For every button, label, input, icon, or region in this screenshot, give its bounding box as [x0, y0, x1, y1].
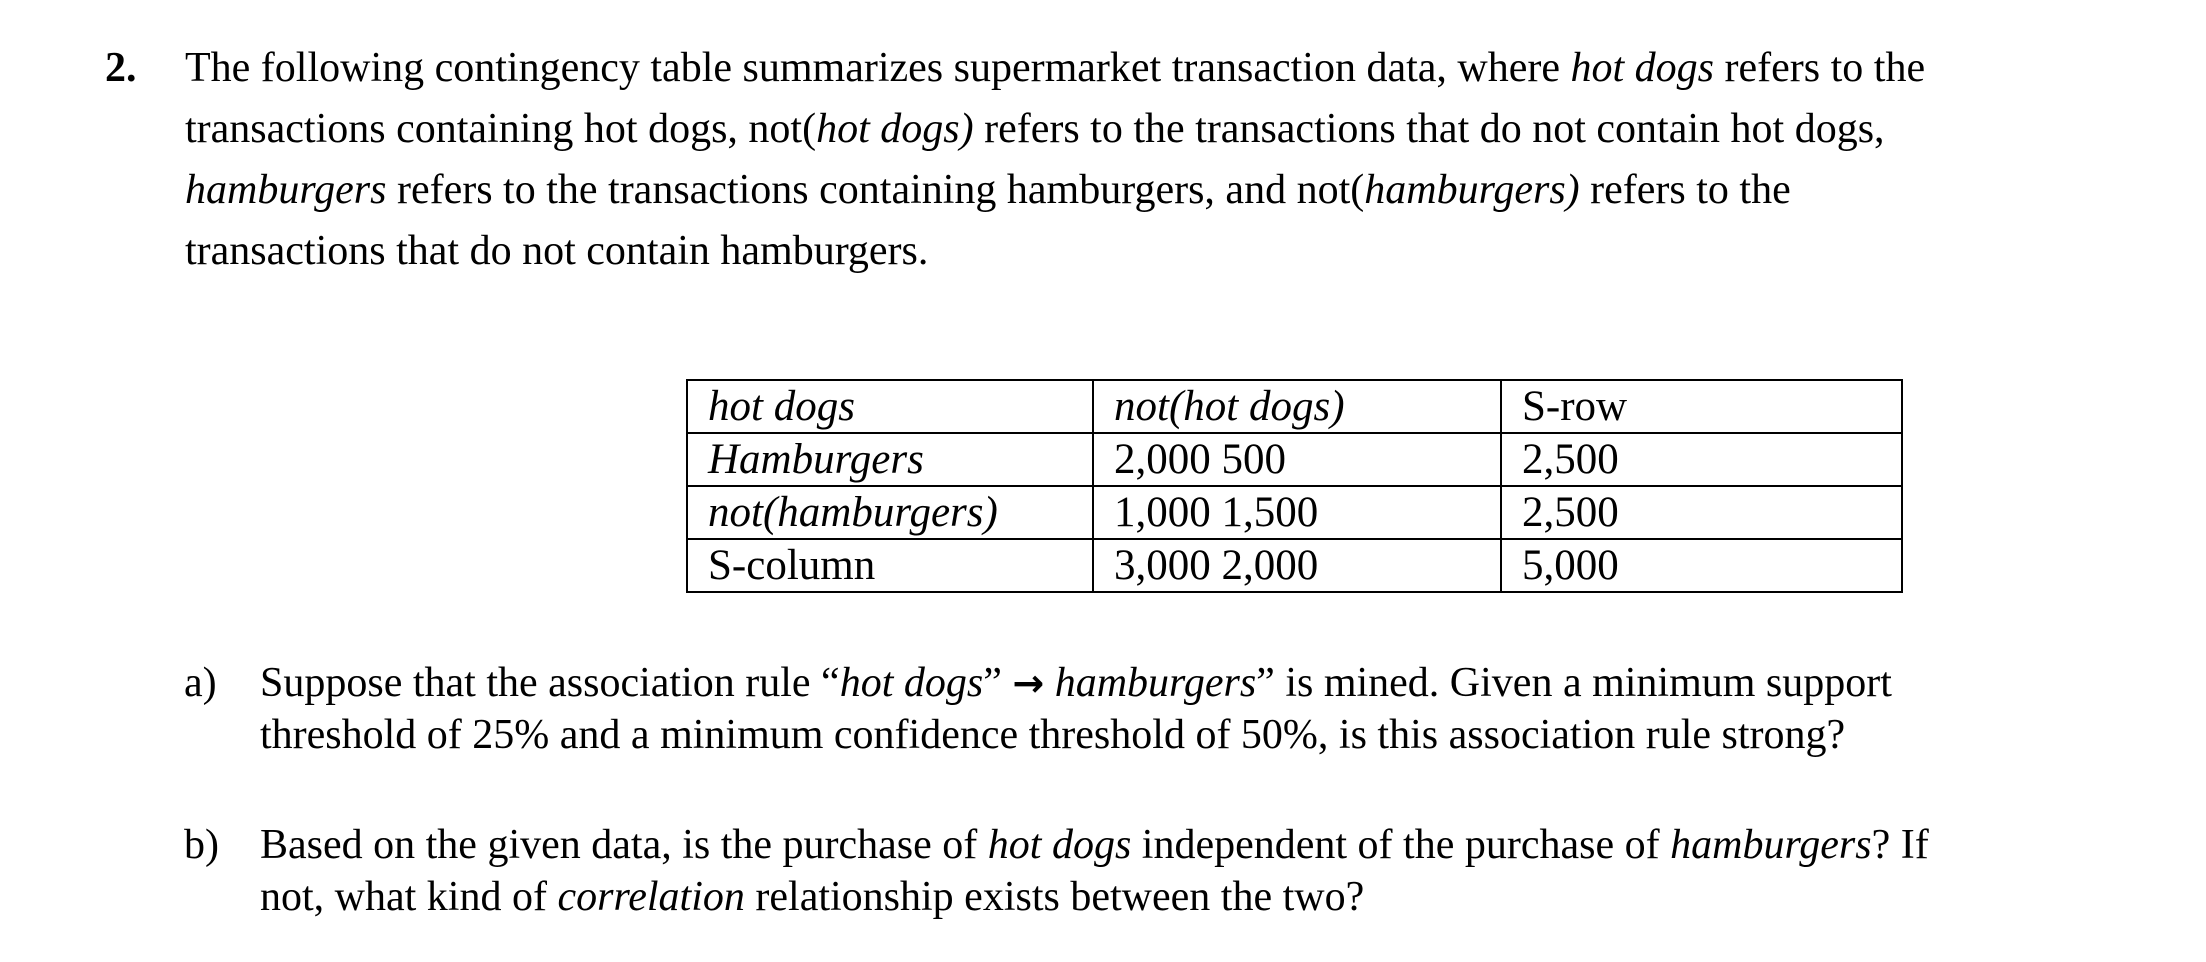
text-segment: not, what kind of: [260, 874, 558, 920]
rule-consequent: hamburgers: [1054, 660, 1257, 706]
text-segment: refers to the transactions that do not contain hot dogs,: [973, 106, 1885, 152]
part-b-line-1: [260, 819, 2140, 871]
text-segment: refers to the transactions containing hamburgers, and not(: [386, 167, 1365, 213]
text-segment: refers to the: [1714, 45, 1926, 91]
text-segment: independent of the purchase of: [1131, 822, 1671, 868]
table-cell: 5,000: [1501, 539, 1902, 592]
intro-line-4: [185, 221, 2175, 282]
term-hot-dogs: hot dogs): [816, 106, 974, 152]
part-a-line-2: threshold of 25% and a minimum confidence threshold of 50%, is this association rule strong?: [260, 712, 1846, 758]
text-segment: The following contingency table summarizes supermarket transaction data, where: [185, 45, 1571, 91]
table-cell: 1,000 1,500: [1093, 486, 1501, 539]
term-hamburgers: hamburgers: [185, 167, 387, 213]
part-a-line-1: [260, 657, 2140, 709]
text-segment: ” is mined. Given a minimum support: [1256, 660, 1892, 706]
text-segment: Suppose that the association rule “: [260, 660, 840, 706]
table-row: [687, 380, 1902, 433]
part-b-line-2: [260, 871, 2140, 923]
term-hot-dogs: hot dogs: [1570, 45, 1715, 91]
intro-line-1: [185, 38, 2175, 99]
part-b-label: b): [184, 822, 219, 868]
intro-line-3: [185, 160, 2175, 221]
term-hot-dogs: hot dogs: [987, 822, 1132, 868]
header-s-row: S-row: [1522, 383, 1628, 430]
table-cell: [687, 486, 1093, 539]
intro-line-2: [185, 99, 2175, 160]
text-segment: relationship exists between the two?: [744, 874, 1365, 920]
table-row: [687, 486, 1902, 539]
table-cell: 2,500: [1501, 486, 1902, 539]
table-cell: [1501, 380, 1902, 433]
term-hamburgers: hamburgers: [1670, 822, 1872, 868]
table-cell: S-column: [687, 539, 1093, 592]
text-segment: transactions that do not contain hamburgers.: [185, 228, 929, 274]
header-not-hot-dogs: not(hot dogs): [1114, 383, 1345, 430]
term-hamburgers: hamburgers): [1364, 167, 1580, 213]
text-segment: refers to the: [1579, 167, 1791, 213]
table-cell: 2,500: [1501, 433, 1902, 486]
question-intro: [185, 38, 2175, 282]
row-label-hamburgers: Hamburgers: [708, 436, 924, 483]
text-segment: transactions containing hot dogs, not(: [185, 106, 817, 152]
part-b-text: [260, 819, 2140, 923]
part-a-text: [260, 657, 2140, 761]
table-row: [687, 539, 1902, 592]
contingency-table: [686, 379, 1903, 593]
table-cell: [1093, 380, 1501, 433]
header-hot-dogs: hot dogs: [708, 383, 855, 430]
table-cell: 3,000 2,000: [1093, 539, 1501, 592]
table-cell: 2,000 500: [1093, 433, 1501, 486]
rule-antecedent: hot dogs: [839, 660, 984, 706]
text-segment: ? If: [1871, 822, 1929, 868]
text-segment: ”: [983, 660, 1002, 706]
text-segment: Based on the given data, is the purchase of: [260, 822, 988, 868]
table-row: [687, 433, 1902, 486]
row-label-not-hamburgers: not(hamburgers): [708, 489, 998, 536]
table-cell: [687, 433, 1093, 486]
question-number: 2.: [105, 45, 137, 91]
right-arrow-icon: →: [1012, 661, 1045, 705]
table-cell: [687, 380, 1093, 433]
term-correlation: correlation: [557, 874, 745, 920]
part-a-label: a): [184, 660, 217, 706]
